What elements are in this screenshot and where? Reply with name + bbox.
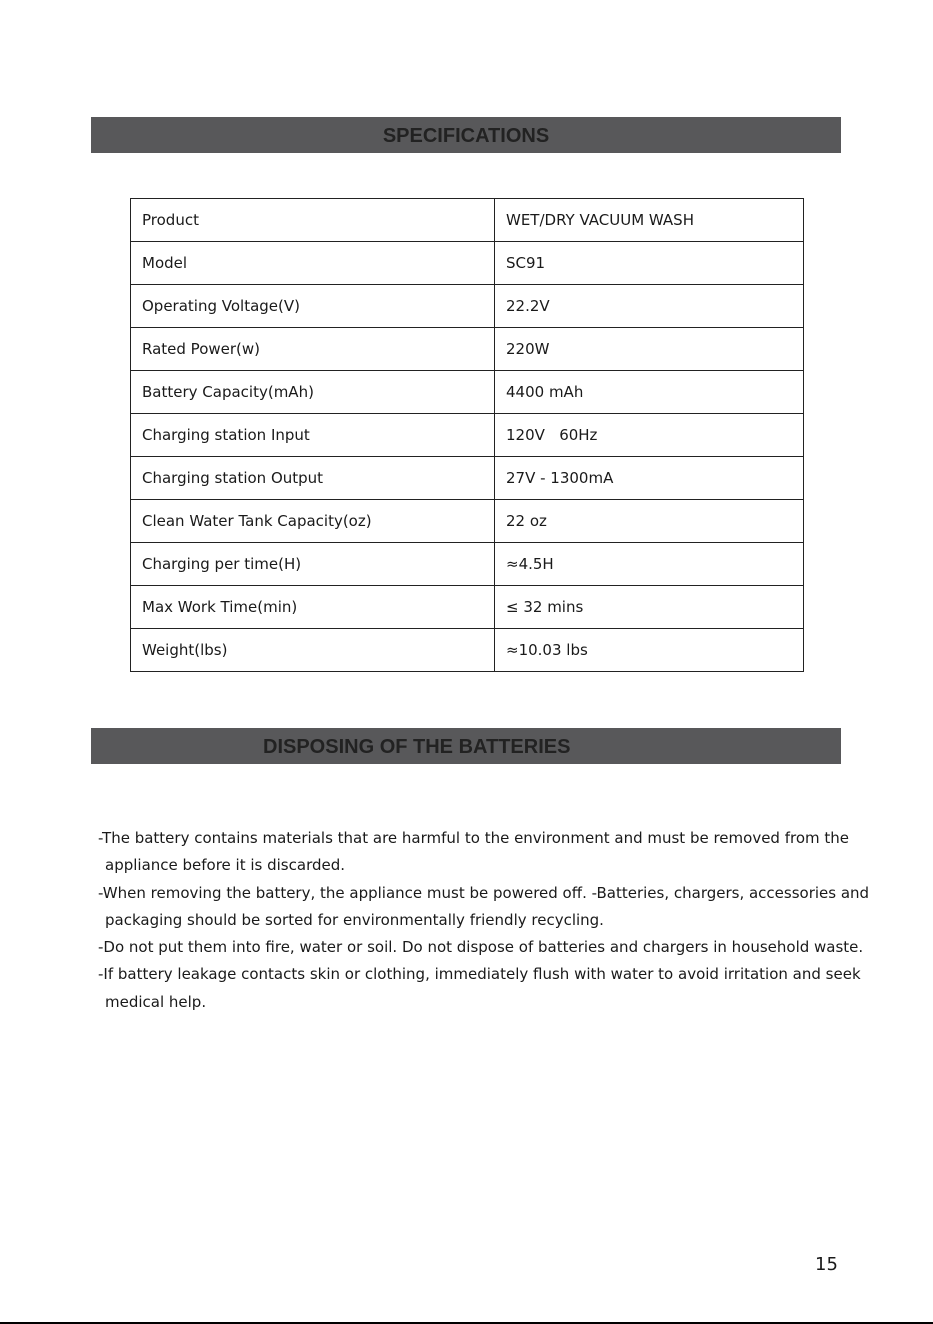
spec-value: 120V 60Hz	[495, 414, 804, 457]
spec-label: Charging station Input	[131, 414, 495, 457]
spec-value: 27V - 1300mA	[495, 457, 804, 500]
table-row	[131, 199, 804, 242]
spec-label: Rated Power(w)	[131, 328, 495, 371]
spec-value: 22.2V	[495, 285, 804, 328]
spec-value: ≈4.5H	[495, 543, 804, 586]
spec-label: Model	[131, 242, 495, 285]
table-row	[131, 414, 804, 457]
table-row	[131, 500, 804, 543]
spec-value: SC91	[495, 242, 804, 285]
disposing-heading: DISPOSING OF THE BATTERIES	[91, 728, 841, 764]
spec-value: 22 oz	[495, 500, 804, 543]
disposal-paragraph: -If battery leakage contacts skin or clothing, immediately flush with water to avoid irritation and seek medical help.	[98, 965, 866, 1011]
spec-label: Product	[131, 199, 495, 242]
table-row	[131, 543, 804, 586]
spec-label: Battery Capacity(mAh)	[131, 371, 495, 414]
spec-value: ≤ 32 mins	[495, 586, 804, 629]
spec-value: WET/DRY VACUUM WASH	[495, 199, 804, 242]
spec-label: Charging station Output	[131, 457, 495, 500]
spec-label: Weight(lbs)	[131, 629, 495, 672]
table-row	[131, 457, 804, 500]
table-row	[131, 586, 804, 629]
table-row	[131, 242, 804, 285]
page-number: 15	[815, 1254, 838, 1275]
spec-label: Operating Voltage(V)	[131, 285, 495, 328]
disposal-instructions	[98, 825, 898, 1016]
spec-value: 4400 mAh	[495, 371, 804, 414]
table-row	[131, 371, 804, 414]
spec-value: 220W	[495, 328, 804, 371]
specifications-heading: SPECIFICATIONS	[91, 117, 841, 153]
spec-label: Clean Water Tank Capacity(oz)	[131, 500, 495, 543]
table-row	[131, 328, 804, 371]
spec-label: Max Work Time(min)	[131, 586, 495, 629]
spec-value: ≈10.03 lbs	[495, 629, 804, 672]
disposal-paragraph: -Do not put them into fire, water or soil. Do not dispose of batteries and chargers in household waste.	[98, 938, 864, 957]
spec-label: Charging per time(H)	[131, 543, 495, 586]
table-row	[131, 285, 804, 328]
table-row	[131, 629, 804, 672]
disposal-paragraph: -The battery contains materials that are harmful to the environment and must be removed from the appliance before it is discarded.	[98, 829, 854, 875]
disposal-paragraph: -When removing the battery, the appliance must be powered off. -Batteries, chargers, accessories and packaging should be sorted for environmentally friendly recycling.	[98, 883, 874, 929]
specifications-table	[130, 198, 804, 672]
